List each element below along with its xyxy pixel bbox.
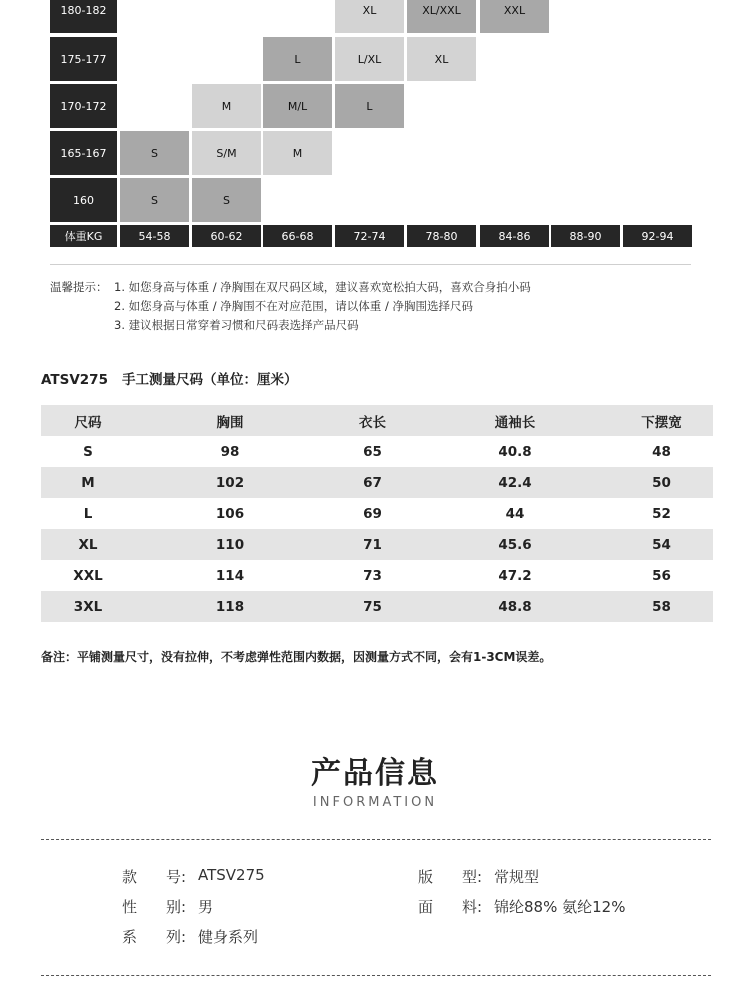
- weight-range: 60-62: [192, 225, 261, 247]
- table-row: [41, 467, 713, 498]
- table-cell: 52: [652, 505, 671, 522]
- info-item-style-no: [122, 866, 265, 887]
- height-label: 175-177: [50, 37, 117, 81]
- info-key: 料:: [462, 898, 483, 916]
- table-cell: 47.2: [498, 567, 532, 584]
- info-value: 健身系列: [198, 928, 259, 946]
- table-row: [41, 529, 713, 560]
- tip-line: 3. 建议根据日常穿着习惯和尺码表选择产品尺码: [114, 318, 359, 332]
- info-title: 产品信息: [311, 756, 439, 791]
- info-key: 型:: [462, 868, 483, 886]
- size-cell: L: [263, 37, 332, 81]
- weight-range: 92-94: [623, 225, 692, 247]
- size-tips: [50, 278, 531, 335]
- table-cell: 54: [652, 536, 671, 553]
- table-cell: 118: [215, 598, 245, 615]
- tip-line: 1. 如您身高与体重 / 净胸围在双尺码区域，建议喜欢宽松拍大码，喜欢合身拍小码: [114, 280, 531, 294]
- table-cell: S: [83, 443, 93, 460]
- table-cell: 44: [505, 505, 525, 522]
- table-cell: 56: [652, 567, 671, 584]
- table-cell: 48.8: [498, 598, 532, 615]
- info-key: 号:: [166, 868, 187, 886]
- table-row: [41, 591, 713, 622]
- weight-range: 72-74: [335, 225, 404, 247]
- measure-note: 备注：平铺测量尺寸，没有拉伸，不考虑弹性范围内数据，因测量方式不同，会有1-3CM误差。: [41, 650, 552, 664]
- table-cell: 106: [215, 505, 245, 522]
- info-item-series: [122, 926, 258, 947]
- size-cell: XL: [335, 0, 404, 33]
- tips-label: 温馨提示：: [50, 280, 108, 294]
- weight-label: 体重KG: [50, 225, 117, 247]
- table-cell: 73: [363, 567, 382, 584]
- col-header: 通袖长: [494, 414, 536, 431]
- size-cell: M: [192, 84, 261, 128]
- weight-range: 66-68: [263, 225, 332, 247]
- table-row: [41, 498, 713, 529]
- table-cell: XXL: [73, 567, 103, 584]
- height-label: 160: [50, 178, 117, 222]
- table-cell: 3XL: [73, 598, 103, 615]
- divider-bottom: [41, 975, 711, 976]
- info-value: 锦纶88% 氨纶12%: [494, 898, 626, 916]
- table-cell: 58: [652, 598, 671, 615]
- size-cell: XL: [407, 37, 476, 81]
- tip-line: 2. 如您身高与体重 / 净胸围不在对应范围，请以体重 / 净胸围选择尺码: [114, 299, 473, 313]
- table-cell: 50: [652, 474, 671, 491]
- table-header-row: [41, 405, 713, 436]
- col-header: 胸围: [216, 414, 244, 431]
- table-row: [41, 436, 713, 467]
- info-key: 性: [122, 898, 138, 916]
- table-cell: 42.4: [498, 474, 532, 491]
- weight-range: 54-58: [120, 225, 189, 247]
- measure-title: ATSV275 手工测量尺码（单位：厘米）: [41, 372, 298, 388]
- table-cell: 110: [215, 536, 245, 553]
- table-cell: 114: [215, 567, 245, 584]
- table-cell: 40.8: [498, 443, 532, 460]
- col-header: 尺码: [74, 414, 102, 431]
- info-key: 版: [418, 868, 434, 886]
- info-key: 系: [122, 928, 138, 946]
- size-cell: S: [192, 178, 261, 222]
- col-header: 衣长: [359, 414, 386, 431]
- table-cell: 98: [220, 443, 240, 460]
- weight-range: 84-86: [480, 225, 549, 247]
- table-cell: XL: [78, 536, 98, 553]
- table-cell: 48: [652, 443, 671, 460]
- height-label: 165-167: [50, 131, 117, 175]
- info-item-gender: [122, 896, 213, 917]
- height-label: 170-172: [50, 84, 117, 128]
- info-key: 面: [418, 898, 434, 916]
- table-cell: 67: [363, 474, 382, 491]
- info-subtitle: INFORMATION: [312, 795, 438, 810]
- col-header: 下摆宽: [641, 414, 682, 431]
- table-cell: 65: [363, 443, 382, 460]
- info-value: ATSV275: [198, 866, 265, 884]
- info-value: 男: [198, 898, 214, 916]
- info-value: 常规型: [494, 868, 540, 886]
- weight-range: 78-80: [407, 225, 476, 247]
- info-item-fabric: [418, 896, 625, 917]
- height-label: 180-182: [50, 0, 117, 33]
- size-cell: S: [120, 131, 189, 175]
- table-cell: 69: [363, 505, 382, 522]
- table-cell: 102: [215, 474, 245, 491]
- size-chart-divider: [50, 264, 691, 265]
- divider-top: [41, 839, 711, 840]
- table-row: [41, 560, 713, 591]
- size-cell: XL/XXL: [407, 0, 476, 33]
- table-cell: M: [81, 474, 95, 491]
- weight-range: 88-90: [551, 225, 620, 247]
- size-cell: S: [120, 178, 189, 222]
- size-cell: M: [263, 131, 332, 175]
- size-cell: XXL: [480, 0, 549, 33]
- size-cell: M/L: [263, 84, 332, 128]
- info-key: 列:: [166, 928, 187, 946]
- measure-table: [41, 405, 713, 622]
- info-key: 别:: [166, 898, 187, 916]
- table-cell: L: [83, 505, 93, 522]
- info-key: 款: [122, 868, 138, 886]
- size-cell: L: [335, 84, 404, 128]
- table-cell: 71: [363, 536, 382, 553]
- size-cell: L/XL: [335, 37, 404, 81]
- size-cell: S/M: [192, 131, 261, 175]
- table-cell: 45.6: [498, 536, 532, 553]
- info-item-fit: [418, 866, 539, 887]
- table-cell: 75: [363, 598, 382, 615]
